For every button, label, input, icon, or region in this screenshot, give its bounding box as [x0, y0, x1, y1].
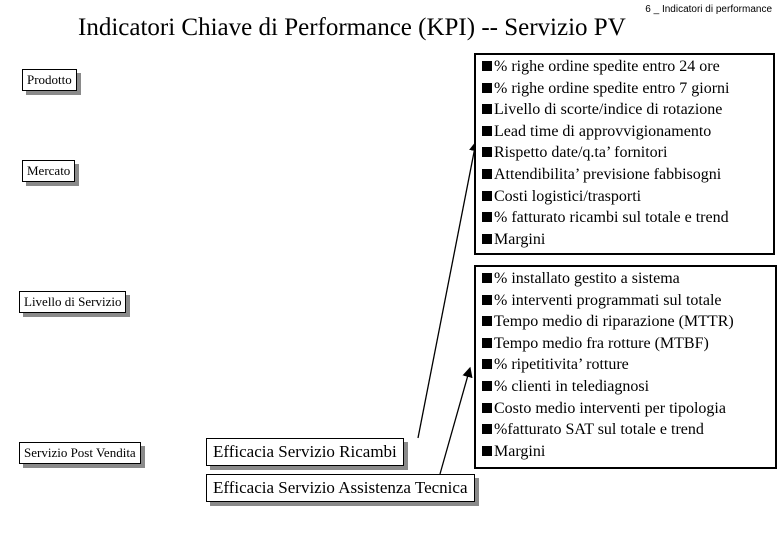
efficacy-assistenza-box: Efficacia Servizio Assistenza Tecnica [206, 474, 475, 502]
kpi-item: Tempo medio fra rotture (MTBF) [482, 333, 771, 355]
kpi-item: % interventi programmati sul totale [482, 290, 771, 312]
checkbox-bullet-icon [482, 61, 492, 71]
kpi-item: Costi logistici/trasporti [482, 186, 769, 208]
checkbox-bullet-icon [482, 234, 492, 244]
page-title: Indicatori Chiave di Performance (KPI) -- Servizio PV [78, 14, 626, 41]
kpi-item: Costo medio interventi per tipologia [482, 398, 771, 420]
kpi-box-ricambi [474, 53, 775, 255]
kpi-item: % installato gestito a sistema [482, 268, 771, 290]
checkbox-bullet-icon [482, 104, 492, 114]
checkbox-bullet-icon [482, 381, 492, 391]
kpi-item: % righe ordine spedite entro 7 giorni [482, 78, 769, 100]
checkbox-bullet-icon [482, 147, 492, 157]
slide-header-tag: 6 _ Indicatori di performance [645, 4, 772, 15]
kpi-item: % fatturato ricambi sul totale e trend [482, 207, 769, 229]
kpi-item: % righe ordine spedite entro 24 ore [482, 56, 769, 78]
checkbox-bullet-icon [482, 169, 492, 179]
kpi-item: % ripetitivita’ rotture [482, 354, 771, 376]
kpi-item: Lead time di approvvigionamento [482, 121, 769, 143]
category-prodotto: Prodotto [22, 69, 77, 91]
checkbox-bullet-icon [482, 338, 492, 348]
kpi-item: % clienti in telediagnosi [482, 376, 771, 398]
checkbox-bullet-icon [482, 212, 492, 222]
category-servizio-post-vendita: Servizio Post Vendita [19, 442, 141, 464]
checkbox-bullet-icon [482, 273, 492, 283]
kpi-box-assistenza [474, 265, 777, 469]
checkbox-bullet-icon [482, 126, 492, 136]
kpi-item: Attendibilita’ previsione fabbisogni [482, 164, 769, 186]
kpi-item: Margini [482, 441, 771, 463]
checkbox-bullet-icon [482, 403, 492, 413]
efficacy-ricambi-box: Efficacia Servizio Ricambi [206, 438, 404, 466]
arrow-ricambi [418, 142, 476, 438]
category-mercato: Mercato [22, 160, 75, 182]
arrow-assistenza [440, 368, 470, 474]
checkbox-bullet-icon [482, 295, 492, 305]
kpi-item: Margini [482, 229, 769, 251]
checkbox-bullet-icon [482, 359, 492, 369]
category-livello-servizio: Livello di Servizio [19, 291, 126, 313]
kpi-item: Rispetto date/q.ta’ fornitori [482, 142, 769, 164]
checkbox-bullet-icon [482, 83, 492, 93]
kpi-item: Livello di scorte/indice di rotazione [482, 99, 769, 121]
checkbox-bullet-icon [482, 191, 492, 201]
kpi-item: %fatturato SAT sul totale e trend [482, 419, 771, 441]
checkbox-bullet-icon [482, 424, 492, 434]
checkbox-bullet-icon [482, 446, 492, 456]
checkbox-bullet-icon [482, 316, 492, 326]
kpi-item: Tempo medio di riparazione (MTTR) [482, 311, 771, 333]
